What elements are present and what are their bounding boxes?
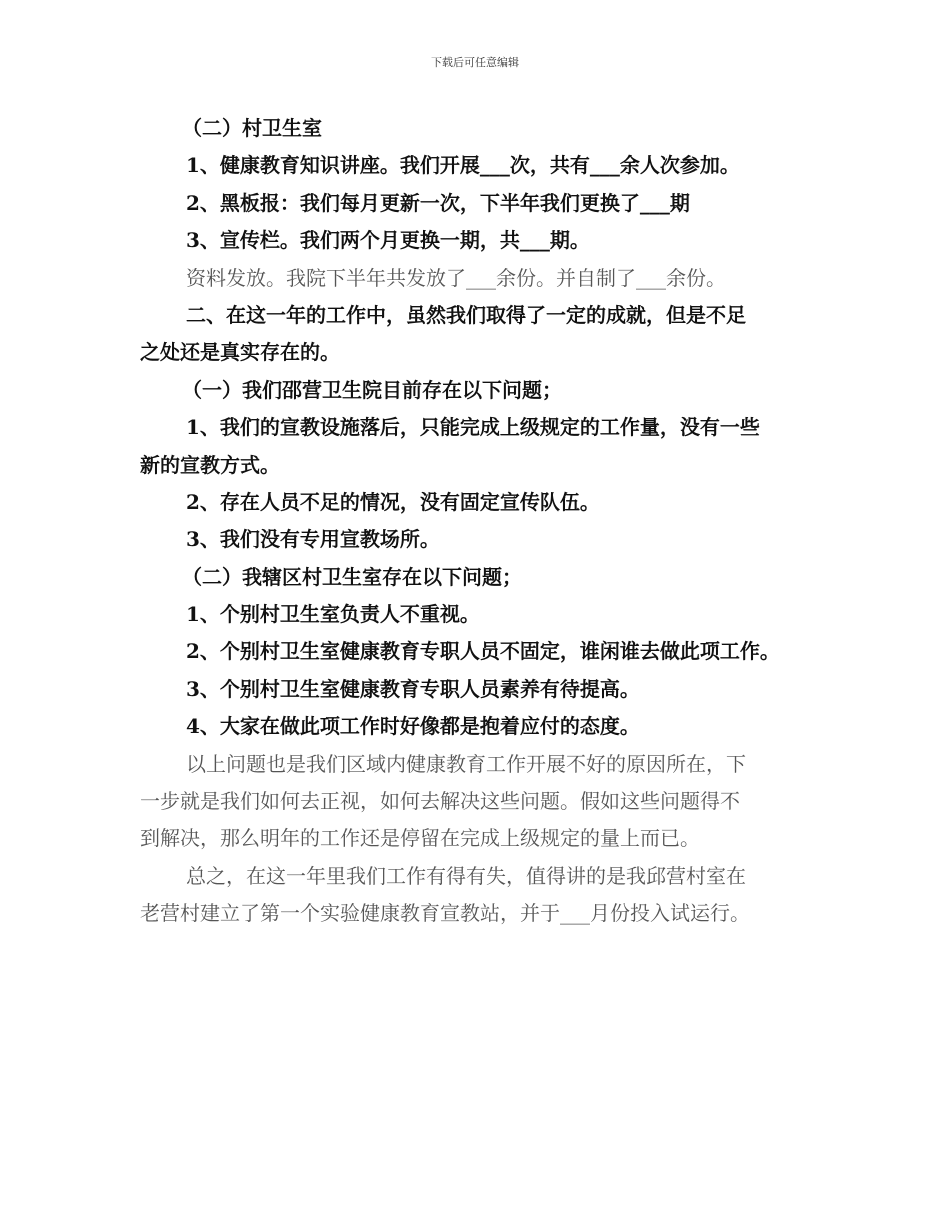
text-line: （二）我辖区村卫生室存在以下问题； [182, 564, 522, 589]
text-line: 老营村建立了第一个实验健康教育宣教站，并于___月份投入试运行。 [140, 901, 750, 926]
text-line: （二）村卫生室 [182, 116, 322, 140]
text-line: 一步就是我们如何去正视，如何去解决这些问题。假如这些问题得不 [140, 789, 740, 814]
text-line: 3、宣传栏。我们两个月更换一期，共___期。 [186, 228, 590, 253]
text-line: 4、大家在做此项工作时好像都是抱着应付的态度。 [186, 714, 640, 739]
text-line: 1、我们的宣教设施落后，只能完成上级规定的工作量，没有一些 [186, 415, 760, 440]
page-header: 下载后可任意编辑 [431, 56, 519, 69]
text-line: 2、存在人员不足的情况，没有固定宣传队伍。 [186, 489, 600, 514]
text-line: 3、我们没有专用宣教场所。 [186, 527, 440, 552]
text-line: 到解决，那么明年的工作还是停留在完成上级规定的量上而已。 [140, 826, 700, 851]
text-line: 之处还是真实存在的。 [140, 340, 340, 365]
text-line: 资料发放。我院下半年共发放了___余份。并自制了___余份。 [186, 265, 726, 290]
text-line: 总之，在这一年里我们工作有得有失，值得讲的是我邱营村室在 [186, 863, 746, 888]
text-line: （一）我们邵营卫生院目前存在以下问题； [182, 377, 562, 402]
text-line: 1、健康教育知识讲座。我们开展___次，共有___余人次参加。 [186, 153, 740, 178]
text-line: 1、个别村卫生室负责人不重视。 [186, 602, 480, 627]
text-line: 2、个别村卫生室健康教育专职人员不固定，谁闲谁去做此项工作。 [186, 639, 780, 664]
text-line: 新的宣教方式。 [140, 452, 280, 477]
text-line: 3、个别村卫生室健康教育专职人员素养有待提高。 [186, 676, 640, 701]
text-line: 2、黑板报：我们每月更新一次，下半年我们更换了___期 [186, 190, 690, 215]
text-line: 以上问题也是我们区域内健康教育工作开展不好的原因所在，下 [186, 751, 746, 776]
document-body [140, 110, 820, 933]
text-line: 二、在这一年的工作中，虽然我们取得了一定的成就，但是不足 [186, 302, 746, 327]
